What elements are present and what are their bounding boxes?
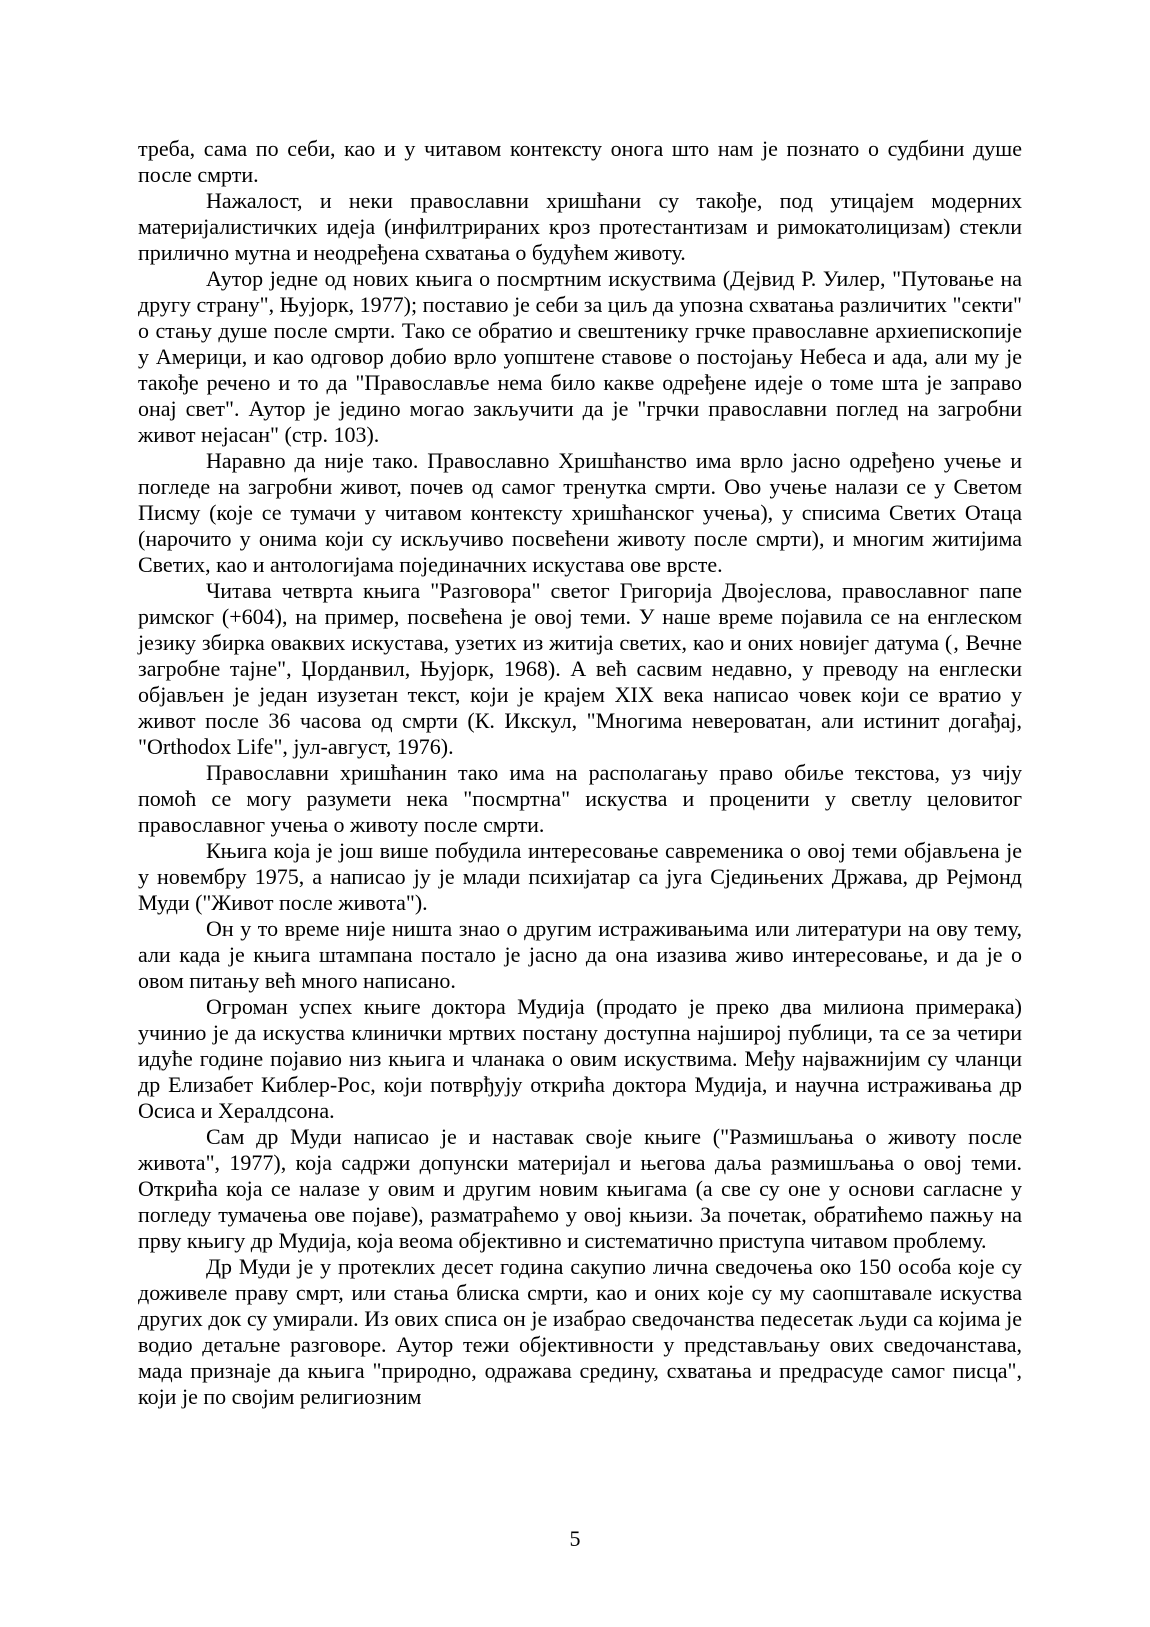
paragraph-continuation: треба, сама по себи, као и у читавом контексту онога што нам је познато о судбини душе после смрти. <box>138 136 1022 187</box>
paragraph: Сам др Муди написао је и наставак своје књиге ("Размишљања о животу после живота", 1977), која садржи допунски материјал и његова даља размишљања о овој теми. Открића која се налазе у овим и другим новим књигама (а све су оне у основи сагласне у погледу тумачења ове појаве), разматраћемо у овој књизи. За почетак, обратићемо пажњу на прву књигу др Мудија, која веома објективно и систематично приступа читавом проблему. <box>138 1124 1022 1253</box>
paragraph-last: Др Муди је у протеклих десет година сакупио лична сведочења око 150 особа које су доживеле праву смрт, или стања блиска смрти, као и оних које су му саопштавале искуства других док су умирали. Из ових списа он је изабрао сведочанства педесетак људи са којима је водио детаљне разговоре. Аутор тежи објективности у представљању ових сведочанстава, мада признаје да књига "природно, одражава средину, схватања и предрасуде самог писца", који је по својим религиозним <box>138 1254 1022 1409</box>
paragraph: Он у то време није ништа знао о другим истраживањима или литератури на ову тему, али када је књига штампана постало је јасно да она изазива живо интересовање, и да је о овом питању већ много написано. <box>138 916 1022 993</box>
paragraph: Књига која је још више побудила интересовање савременика о овој теми објављена је у новембру 1975, а написао ју је млади психијатар са југа Сједињених Држава, др Рејмонд Муди ("Живот после живота"). <box>138 838 1022 915</box>
page-body <box>138 136 1022 1410</box>
paragraph: Православни хришћанин тако има на располагању право обиље текстова, уз чију помоћ се могу разумети нека "посмртна" искуства и проценити у светлу целовитог православног учења о животу после смрти. <box>138 760 1022 837</box>
page-number: 5 <box>569 1526 581 1551</box>
paragraph: Аутор једне од нових књига о посмртним искуствима (Дејвид Р. Уилер, "Путовање на другу страну", Њујорк, 1977); поставио је себи за циљ да упозна схватања различитих "секти" о стању душе после смрти. Тако се обратио и свештенику грчке православне архиепископије у Америци, и као одговор добио врло уопштене ставове о постојању Небеса и ада, али му је такође речено и то да "Православље нема било какве одређене идеје о томе шта је заправо онај свет". Аутор је једино могао закључити да је "грчки православни поглед на загробни живот нејасан" (стр. 103). <box>138 266 1022 447</box>
paragraph: Нажалост, и неки православни хришћани су такође, под утицајем модерних материјалистичких идеја (инфилтрираних кроз протестантизам и римокатолицизам) стекли прилично мутна и неодређена схватања о будућем животу. <box>138 188 1022 265</box>
paragraph: Огроман успех књиге доктора Мудија (продато је преко два милиона примерака) учинио је да искуства клинички мртвих постану доступна најширој публици, та се за четири идуће године појавио низ књига и чланака о овим искуствима. Међу најважнијим су чланци др Елизабет Киблер-Рос, који потврђују открића доктора Мудија, и научна истраживања др Осиса и Хералдсона. <box>138 994 1022 1123</box>
paragraph: Читава четврта књига "Разговора" светог Григорија Двојеслова, православног папе римског (+604), на пример, посвећена је овој теми. У наше време појавила се на енглеском језику збирка оваквих искустава, узетих из житија светих, као и оних новијег датума (‚ Вечне загробне тајне", Џорданвил, Њујорк, 1968). А већ сасвим недавно, у преводу на енглески објављен је један изузетан текст, који је крајем XIX века написао човек који се вратио у живот после 36 часова од смрти (К. Икскул, "Многима невероватан, али истинит догађај, "Orthodox Life", јул-август, 1976). <box>138 578 1022 759</box>
paragraph: Наравно да није тако. Православно Хришћанство има врло јасно одређено учење и погледе на загробни живот, почев од самог тренутка смрти. Ово учење налази се у Светом Писму (које се тумачи у читавом контексту хришћанског учења), у списима Светих Отаца (нарочито у онима који су искључиво посвећени животу после смрти), и многим житијима Светих, као и антологијама појединачних искустава ове врсте. <box>138 448 1022 577</box>
